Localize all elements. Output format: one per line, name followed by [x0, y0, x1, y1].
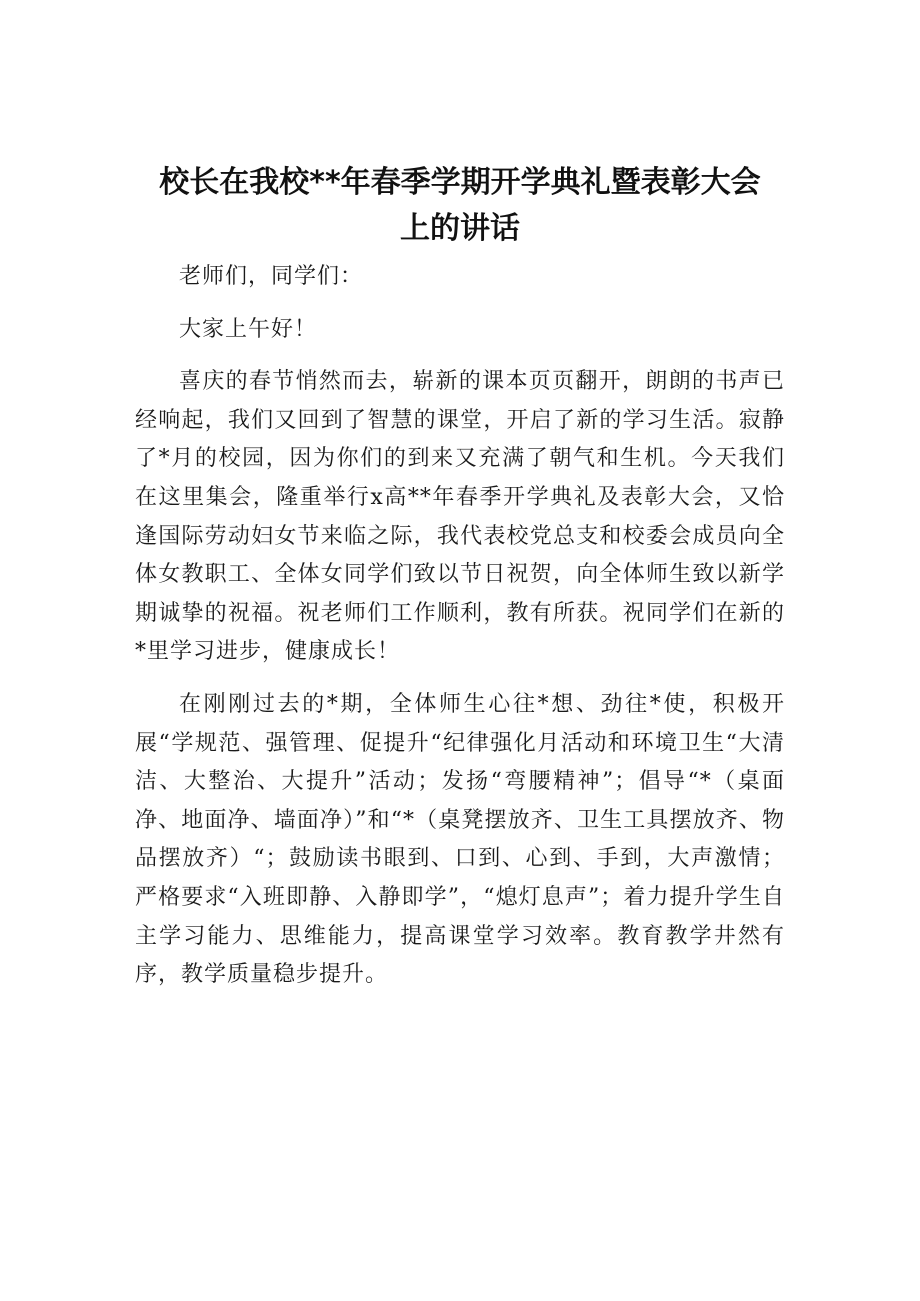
title-line-1: 校长在我校**年春季学期开学典礼暨表彰大会 [159, 165, 761, 200]
paragraph-1: 喜庆的春节悄然而去，崭新的课本页页翻开，朗朗的书声已经响起，我们又回到了智慧的课堂，开启了新的学习生活。寂静了*月的校园，因为你们的到来又充满了朝气和生机。今天我们在这里集会，隆重举行x高**年春季开学典礼及表彰大会，又恰逢国际劳动妇女节来临之际，我代表校党总支和校委会成员向全体女教职工、全体女同学们致以节日祝贺，向全体师生致以新学期诚挚的祝福。祝老师们工作顺利，教有所获。祝同学们在新的*里学习进步，健康成长！ [135, 369, 785, 665]
document-body [135, 258, 785, 1009]
title-line-2: 上的讲话 [400, 211, 520, 246]
paragraph-2: 在刚刚过去的*期，全体师生心往*想、劲往*使，积极开展“学规范、强管理、促提升“纪律强化月活动和环境卫生“大清洁、大整治、大提升”活动；发扬“弯腰精神”；倡导“*（桌面净、地面净、墙面净）”和“*（桌凳摆放齐、卫生工具摆放齐、物品摆放齐）“；鼓励读书眼到、口到、心到、手到，大声激情；严格要求“入班即静、入静即学”，“熄灯息声”；着力提升学生自主学习能力、思维能力，提高课堂学习效率。教育教学井然有序，教学质量稳步提升。 [135, 691, 785, 988]
greeting: 大家上午好！ [179, 316, 318, 342]
document-title [120, 160, 800, 252]
salutation: 老师们，同学们： [179, 264, 364, 289]
